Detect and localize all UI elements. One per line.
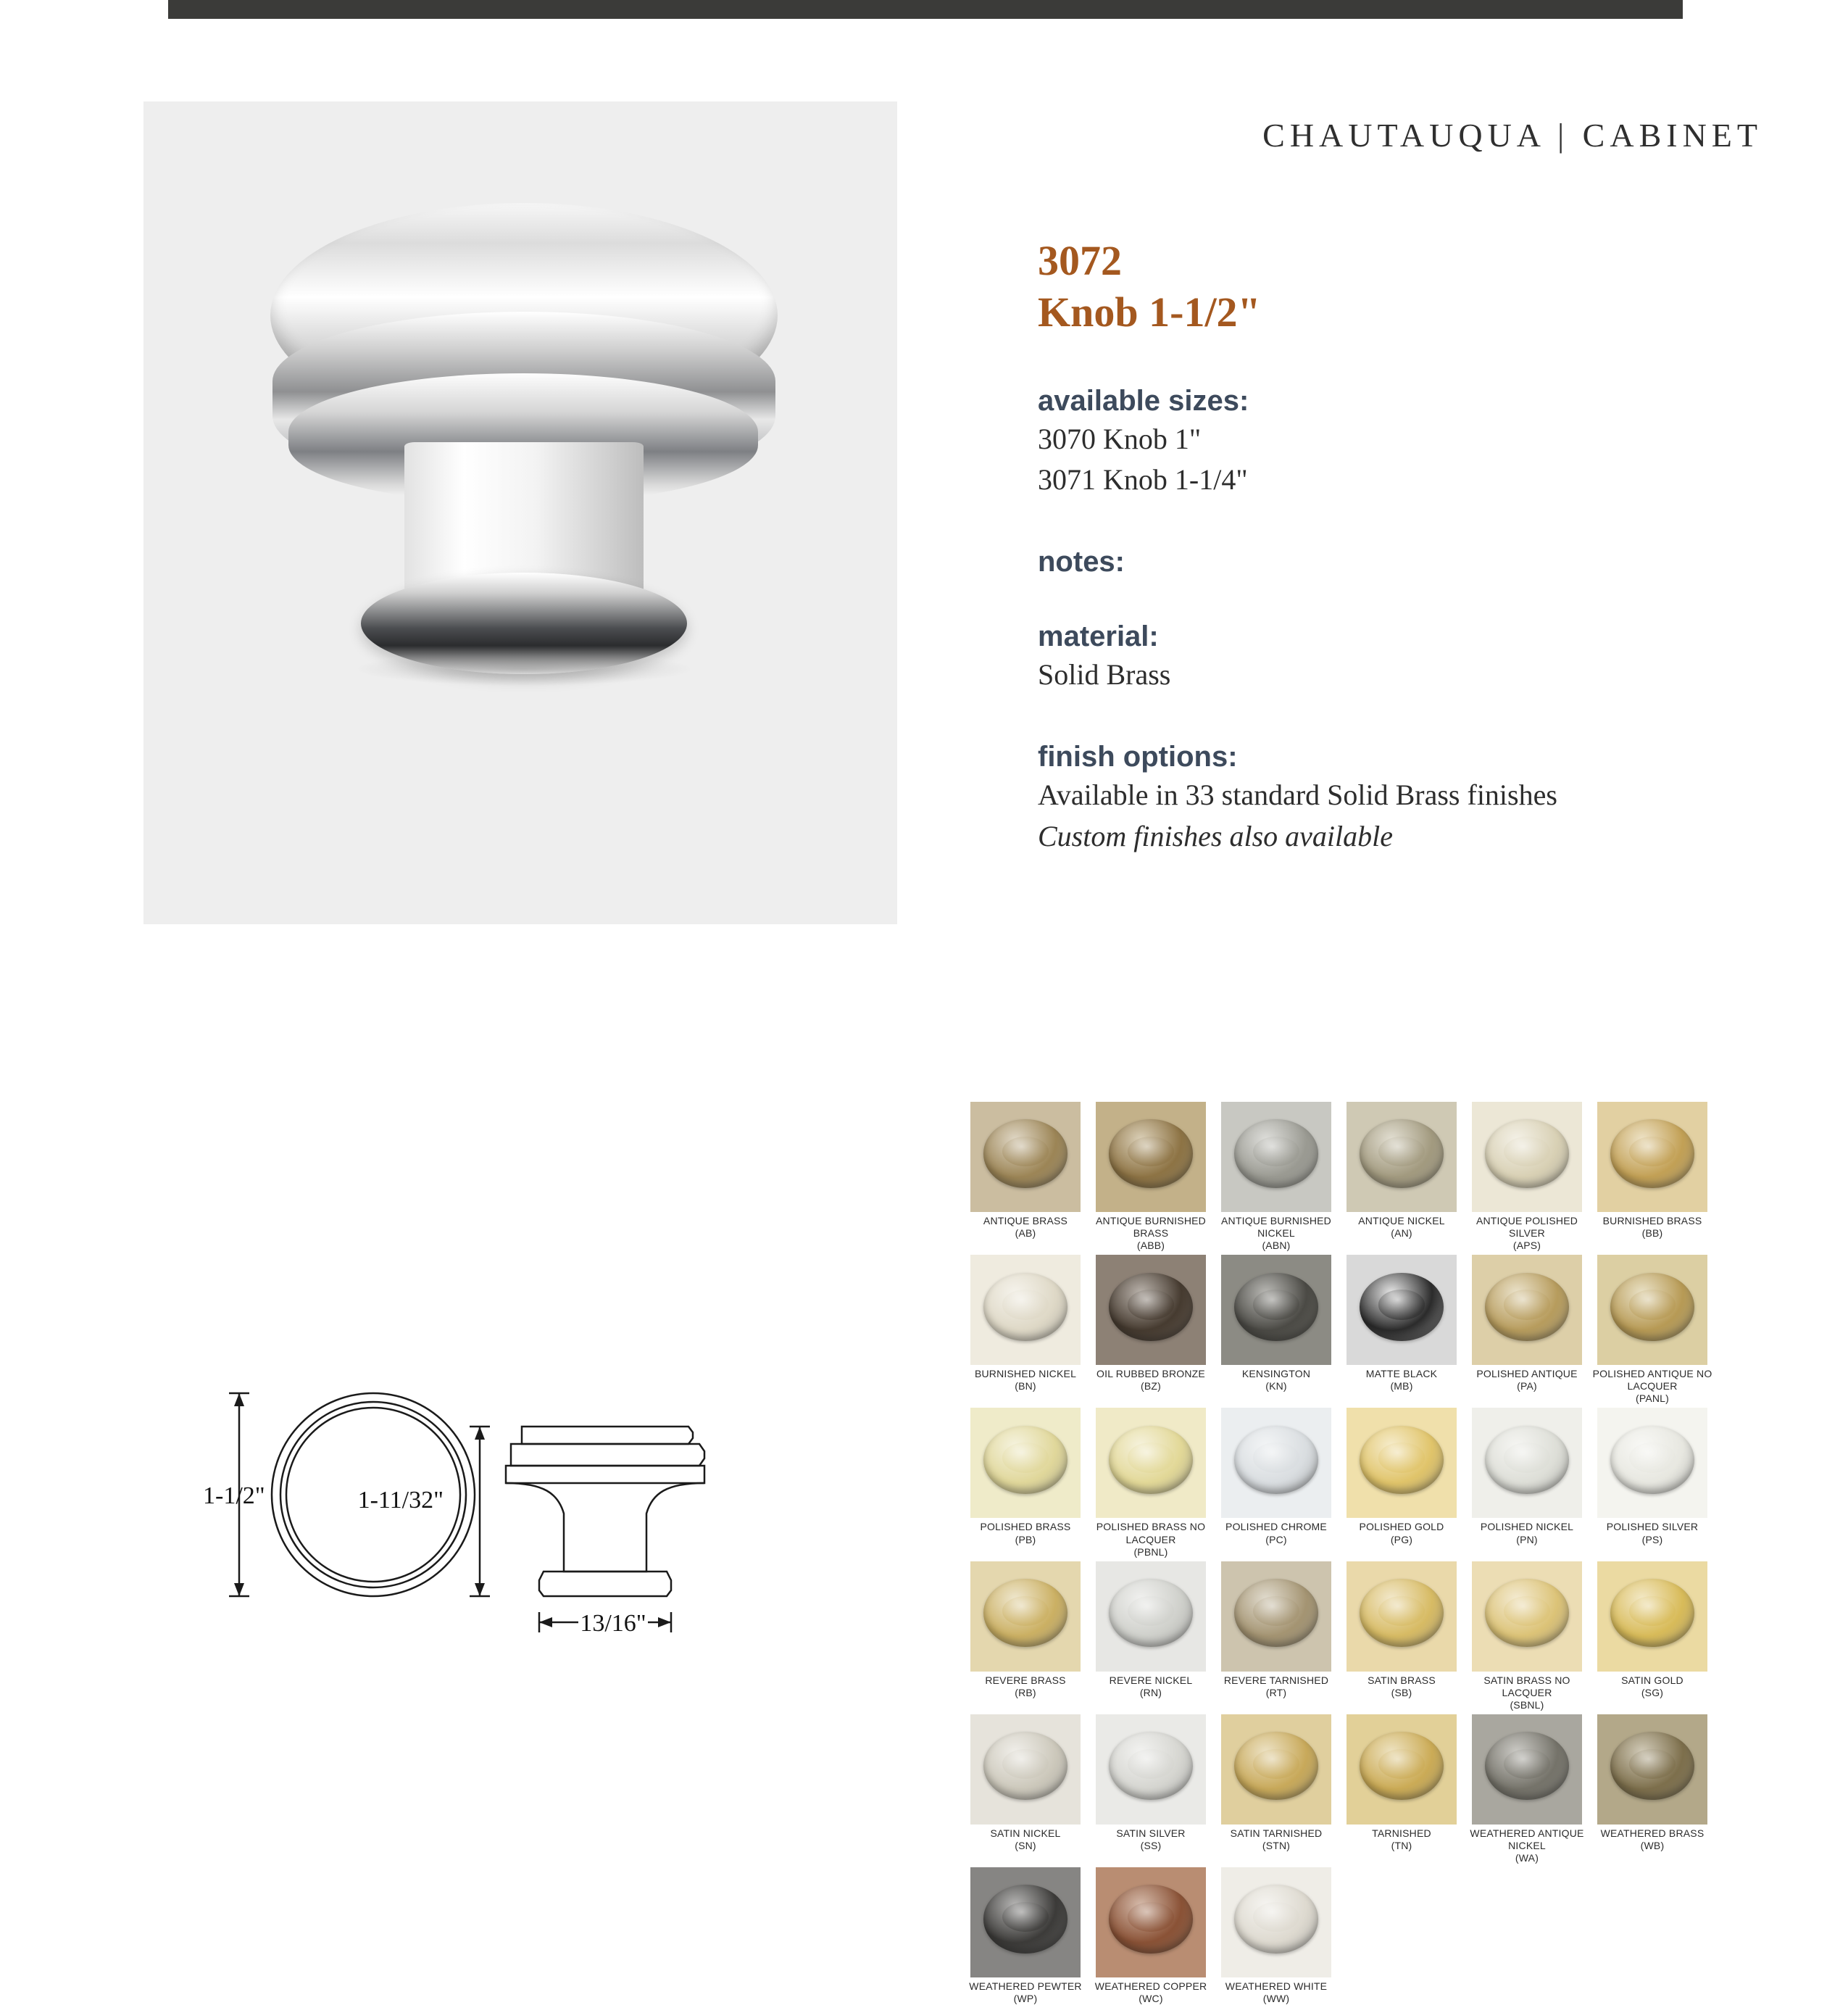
finish-code: (ABB) — [1136, 1240, 1165, 1252]
finish-swatch-image — [1597, 1255, 1707, 1365]
finish-name: WEATHERED BRASS — [1600, 1827, 1705, 1839]
finish-knob-inner-ring — [1128, 1290, 1175, 1319]
finish-knob-icon — [1234, 1885, 1318, 1953]
finish-knob-inner-ring — [1253, 1749, 1300, 1779]
finish-knob-icon — [983, 1885, 1067, 1953]
finish-knob-icon — [1610, 1732, 1694, 1800]
notes-label: notes: — [1038, 546, 1125, 578]
finish-swatch-image — [1221, 1867, 1331, 1977]
finish-swatch[interactable] — [1591, 1102, 1714, 1252]
height-dimension-label: 1-11/32" — [357, 1487, 444, 1514]
finish-swatch[interactable] — [1465, 1714, 1589, 1864]
finish-swatch[interactable] — [1215, 1255, 1338, 1405]
finish-name: TARNISHED — [1372, 1827, 1431, 1839]
finish-swatch[interactable] — [1465, 1102, 1589, 1252]
finish-knob-icon — [1109, 1579, 1193, 1647]
finish-swatch-caption — [1089, 1521, 1212, 1558]
finish-knob-inner-ring — [1002, 1596, 1049, 1626]
finish-knob-icon — [1234, 1579, 1318, 1647]
finish-knob-icon — [1109, 1119, 1193, 1187]
knob-illustration — [143, 101, 897, 924]
finish-code: (AB) — [1015, 1227, 1036, 1240]
finish-code: (SG) — [1641, 1686, 1664, 1698]
finish-swatch[interactable] — [1215, 1561, 1338, 1711]
finish-swatch-image — [1597, 1102, 1707, 1212]
finish-knob-inner-ring — [1629, 1290, 1676, 1319]
finish-knob-icon — [1360, 1732, 1444, 1800]
finish-name: POLISHED CHROME — [1225, 1521, 1327, 1533]
finish-code: (WA) — [1515, 1852, 1539, 1864]
finish-swatch-caption — [1465, 1827, 1589, 1864]
finish-knob-inner-ring — [1002, 1442, 1049, 1472]
finish-name: SATIN BRASS — [1368, 1674, 1436, 1686]
finish-name: BURNISHED NICKEL — [974, 1368, 1077, 1380]
finish-code: (WW) — [1262, 1993, 1290, 2005]
finish-knob-icon — [1485, 1426, 1569, 1494]
finish-knob-inner-ring — [1253, 1442, 1300, 1472]
finish-name: WEATHERED WHITE — [1225, 1980, 1328, 1993]
finish-swatch-image — [970, 1561, 1081, 1672]
finish-swatch-caption — [964, 1521, 1087, 1545]
finish-swatch-caption — [1215, 1674, 1338, 1699]
material-label: material: — [1038, 620, 1159, 653]
finish-name: POLISHED BRASS NO LACQUER — [1096, 1521, 1206, 1545]
finish-name: BURNISHED BRASS — [1602, 1215, 1702, 1226]
finish-code: (PA) — [1517, 1380, 1537, 1392]
finish-swatch[interactable] — [1465, 1255, 1589, 1405]
finish-swatch-image — [1472, 1714, 1582, 1825]
finish-swatch-image — [1096, 1867, 1206, 1977]
finish-knob-icon — [983, 1579, 1067, 1647]
finish-knob-icon — [1610, 1579, 1694, 1647]
finish-swatch-image — [1347, 1255, 1457, 1365]
finish-swatch[interactable] — [1215, 1408, 1338, 1558]
finish-code: (RT) — [1265, 1686, 1287, 1698]
finish-code: (SN) — [1015, 1840, 1036, 1852]
finish-knob-inner-ring — [1378, 1290, 1425, 1319]
finish-name: REVERE NICKEL — [1109, 1674, 1193, 1686]
finish-swatch-caption — [1340, 1368, 1463, 1392]
finish-knob-inner-ring — [1253, 1290, 1300, 1319]
finish-options-label: finish options: — [1038, 740, 1238, 773]
finish-swatch-image — [1347, 1408, 1457, 1518]
finish-swatch-image — [1221, 1255, 1331, 1365]
finish-name: OIL RUBBED BRONZE — [1096, 1368, 1205, 1380]
finish-swatch[interactable] — [964, 1102, 1087, 1252]
finish-swatch[interactable] — [1591, 1561, 1714, 1711]
finish-name: SATIN GOLD — [1621, 1674, 1683, 1686]
finish-code: (RN) — [1139, 1686, 1162, 1698]
finish-swatch[interactable] — [1340, 1561, 1463, 1711]
finish-knob-inner-ring — [1253, 1137, 1300, 1166]
finish-code: (APS) — [1512, 1240, 1541, 1252]
finish-swatch-caption — [1465, 1521, 1589, 1545]
finish-code: (BB) — [1641, 1227, 1663, 1240]
finish-swatch[interactable] — [1591, 1255, 1714, 1405]
finish-knob-inner-ring — [1253, 1902, 1300, 1932]
finish-name: SATIN SILVER — [1116, 1827, 1186, 1839]
finish-swatch-caption — [1465, 1368, 1589, 1392]
finish-knob-icon — [1610, 1273, 1694, 1341]
finish-swatch-image — [970, 1255, 1081, 1365]
finish-swatch[interactable] — [1215, 1867, 1338, 2005]
finish-knob-inner-ring — [1629, 1137, 1676, 1166]
finish-swatch-caption — [1215, 1368, 1338, 1392]
finish-knob-icon — [1360, 1579, 1444, 1647]
finish-knob-inner-ring — [1002, 1902, 1049, 1932]
finish-code: (WP) — [1013, 1993, 1038, 2005]
available-size-2: 3071 Knob 1-1/4" — [1038, 463, 1248, 497]
model-number: 3072 — [1038, 237, 1122, 284]
finish-name: POLISHED ANTIQUE — [1476, 1368, 1578, 1380]
knob-shadow — [354, 652, 694, 686]
finish-knob-inner-ring — [1629, 1442, 1676, 1472]
available-size-1: 3070 Knob 1" — [1038, 422, 1202, 455]
finish-knob-icon — [983, 1273, 1067, 1341]
finish-code: (PS) — [1641, 1533, 1663, 1545]
finish-knob-inner-ring — [1253, 1596, 1300, 1626]
finish-swatch[interactable] — [1465, 1408, 1589, 1558]
finish-knob-icon — [1109, 1273, 1193, 1341]
finish-swatch-image — [1096, 1408, 1206, 1518]
finish-code: (BN) — [1015, 1380, 1036, 1392]
page-top-bar — [168, 0, 1683, 19]
finish-code: (PB) — [1015, 1533, 1036, 1545]
finish-swatch-caption — [1465, 1215, 1589, 1252]
finish-swatch-caption — [964, 1980, 1087, 2005]
finish-swatch-caption — [964, 1674, 1087, 1699]
finish-options-value: Available in 33 standard Solid Brass finishes — [1038, 778, 1557, 811]
finish-swatch-image — [1472, 1561, 1582, 1672]
base-dimension-label: 13/16" — [580, 1610, 646, 1637]
finish-knob-icon — [1360, 1426, 1444, 1494]
finish-name: MATTE BLACK — [1365, 1368, 1438, 1380]
finish-knob-icon — [1610, 1426, 1694, 1494]
finish-name: SATIN TARNISHED — [1230, 1827, 1323, 1839]
available-sizes-label: available sizes: — [1038, 384, 1249, 417]
finish-code: (STN) — [1262, 1840, 1291, 1852]
finish-knob-icon — [1109, 1732, 1193, 1800]
finish-swatch-caption — [1340, 1521, 1463, 1545]
finish-swatch-image — [1472, 1102, 1582, 1212]
finish-code: (WC) — [1139, 1993, 1163, 2005]
finish-swatch[interactable] — [964, 1714, 1087, 1864]
finish-swatch-caption — [1089, 1674, 1212, 1699]
finish-knob-inner-ring — [1002, 1290, 1049, 1319]
finish-code: (SBNL) — [1510, 1698, 1544, 1711]
technical-drawing — [181, 1341, 978, 1645]
finish-swatch-image — [1096, 1561, 1206, 1672]
finish-swatch-image — [970, 1102, 1081, 1212]
product-spec-panel — [1038, 116, 1770, 855]
finish-swatch-caption — [1591, 1674, 1714, 1699]
finish-knob-icon — [1610, 1119, 1694, 1187]
finish-swatch[interactable] — [1089, 1408, 1212, 1558]
finish-knob-inner-ring — [1002, 1137, 1049, 1166]
finish-code: (PG) — [1390, 1533, 1413, 1545]
finish-knob-inner-ring — [1128, 1137, 1175, 1166]
finish-knob-inner-ring — [1002, 1749, 1049, 1779]
finish-swatch[interactable] — [1089, 1867, 1212, 2005]
diameter-dimension-label: 1-1/2" — [203, 1482, 265, 1509]
finish-name: SATIN BRASS NO LACQUER — [1483, 1674, 1570, 1698]
finish-swatch-caption — [1089, 1215, 1212, 1252]
finish-name: SATIN NICKEL — [990, 1827, 1061, 1839]
finish-swatch[interactable] — [964, 1561, 1087, 1711]
material-value: Solid Brass — [1038, 658, 1171, 692]
finish-name: POLISHED ANTIQUE NO LACQUER — [1592, 1368, 1712, 1392]
finish-knob-inner-ring — [1504, 1442, 1551, 1472]
finish-name: REVERE TARNISHED — [1223, 1674, 1329, 1686]
finish-knob-icon — [1234, 1273, 1318, 1341]
finish-swatch-caption — [1591, 1215, 1714, 1240]
finish-knob-inner-ring — [1504, 1596, 1551, 1626]
finish-knob-inner-ring — [1378, 1137, 1425, 1166]
finish-code: (AN) — [1391, 1227, 1412, 1240]
finish-knob-inner-ring — [1128, 1749, 1175, 1779]
finish-swatch-image — [1347, 1102, 1457, 1212]
finish-swatch-image — [1347, 1561, 1457, 1672]
finish-name: WEATHERED ANTIQUE NICKEL — [1470, 1827, 1584, 1852]
finish-code: (SS) — [1140, 1840, 1162, 1852]
finish-knob-inner-ring — [1629, 1596, 1676, 1626]
finish-swatch[interactable] — [964, 1408, 1087, 1558]
finish-knob-icon — [1360, 1119, 1444, 1187]
finish-knob-icon — [1109, 1426, 1193, 1494]
finish-name: KENSINGTON — [1241, 1368, 1311, 1380]
finish-knob-icon — [1234, 1732, 1318, 1800]
finish-swatch-caption — [1089, 1368, 1212, 1392]
finish-swatch-image — [1597, 1714, 1707, 1825]
finish-swatch-caption — [1591, 1521, 1714, 1545]
finish-name: ANTIQUE BURNISHED NICKEL — [1221, 1215, 1331, 1240]
finish-swatch-image — [1221, 1102, 1331, 1212]
finish-code: (PANL) — [1635, 1392, 1670, 1405]
finish-knob-icon — [1360, 1273, 1444, 1341]
finish-swatch-image — [1221, 1561, 1331, 1672]
finish-knob-inner-ring — [1504, 1749, 1551, 1779]
finish-code: (WB) — [1640, 1840, 1665, 1852]
model-name: Knob 1-1/2" — [1038, 288, 1261, 336]
finish-code: (PBNL) — [1133, 1545, 1168, 1558]
finish-name: ANTIQUE BURNISHED BRASS — [1096, 1215, 1206, 1240]
finish-name: ANTIQUE BRASS — [983, 1215, 1068, 1226]
finish-knob-inner-ring — [1378, 1749, 1425, 1779]
finish-swatch[interactable] — [964, 1867, 1087, 2005]
finish-swatch-image — [1221, 1408, 1331, 1518]
finish-swatch[interactable] — [1340, 1255, 1463, 1405]
finish-swatch[interactable] — [964, 1255, 1087, 1405]
finish-knob-icon — [983, 1732, 1067, 1800]
finish-swatch[interactable] — [1591, 1408, 1714, 1558]
finish-knob-inner-ring — [1378, 1596, 1425, 1626]
finish-swatch-grid — [964, 1102, 1718, 2005]
finish-swatch-image — [970, 1867, 1081, 1977]
finish-swatch-caption — [1215, 1215, 1338, 1252]
finish-swatch-image — [1472, 1408, 1582, 1518]
finish-swatch-image — [1096, 1714, 1206, 1825]
finish-name: ANTIQUE POLISHED SILVER — [1476, 1215, 1578, 1240]
finish-swatch-image — [1597, 1561, 1707, 1672]
finish-knob-icon — [1234, 1119, 1318, 1187]
finish-knob-icon — [1485, 1119, 1569, 1187]
finish-knob-inner-ring — [1378, 1442, 1425, 1472]
finish-name: POLISHED GOLD — [1359, 1521, 1444, 1533]
finish-knob-icon — [1234, 1426, 1318, 1494]
finish-code: (KN) — [1265, 1380, 1287, 1392]
finish-swatch[interactable] — [1215, 1714, 1338, 1864]
finish-swatch-caption — [1340, 1215, 1463, 1240]
finish-name: ANTIQUE NICKEL — [1358, 1215, 1445, 1226]
finish-name: POLISHED NICKEL — [1480, 1521, 1574, 1533]
finish-knob-icon — [1109, 1885, 1193, 1953]
finish-swatch-caption — [1215, 1521, 1338, 1545]
finish-knob-inner-ring — [1504, 1137, 1551, 1166]
finish-swatch[interactable] — [1465, 1561, 1589, 1711]
finish-knob-icon — [983, 1119, 1067, 1187]
finish-code: (SB) — [1391, 1686, 1412, 1698]
finish-knob-icon — [1485, 1273, 1569, 1341]
finish-name: WEATHERED PEWTER — [969, 1980, 1082, 1993]
finish-swatch-caption — [1465, 1674, 1589, 1711]
finish-knob-inner-ring — [1504, 1290, 1551, 1319]
finish-code: (TN) — [1391, 1840, 1412, 1852]
finish-knob-inner-ring — [1128, 1596, 1175, 1626]
product-photo — [143, 101, 897, 924]
finish-code: (MB) — [1390, 1380, 1413, 1392]
finish-swatch-caption — [964, 1368, 1087, 1392]
finish-swatch[interactable] — [1340, 1408, 1463, 1558]
finish-swatch-image — [1096, 1255, 1206, 1365]
finish-swatch-caption — [1340, 1674, 1463, 1699]
finish-options-note: Custom finishes also available — [1038, 819, 1393, 852]
finish-code: (BZ) — [1140, 1380, 1161, 1392]
finish-swatch[interactable] — [1089, 1561, 1212, 1711]
finish-swatch-image — [1347, 1714, 1457, 1825]
finish-swatch[interactable] — [1340, 1714, 1463, 1864]
finish-swatch[interactable] — [1089, 1102, 1212, 1252]
finish-knob-icon — [983, 1426, 1067, 1494]
finish-swatch[interactable] — [1089, 1714, 1212, 1864]
collection-title: CHAUTAUQUA | CABINET — [1262, 117, 1762, 154]
finish-swatch-image — [1096, 1102, 1206, 1212]
finish-knob-inner-ring — [1629, 1749, 1676, 1779]
finish-swatch-image — [1597, 1408, 1707, 1518]
finish-name: WEATHERED COPPER — [1094, 1980, 1207, 1993]
finish-swatch-image — [970, 1714, 1081, 1825]
finish-swatch[interactable] — [1340, 1102, 1463, 1252]
finish-swatch-image — [1472, 1255, 1582, 1365]
finish-knob-icon — [1485, 1732, 1569, 1800]
finish-name: POLISHED SILVER — [1606, 1521, 1699, 1533]
finish-knob-inner-ring — [1128, 1442, 1175, 1472]
finish-name: POLISHED BRASS — [980, 1521, 1071, 1533]
finish-swatch-caption — [1591, 1368, 1714, 1405]
finish-swatch[interactable] — [1089, 1255, 1212, 1405]
finish-swatch-caption — [1215, 1980, 1338, 2005]
finish-swatch-image — [970, 1408, 1081, 1518]
finish-swatch[interactable] — [1215, 1102, 1338, 1252]
finish-swatch-image — [1221, 1714, 1331, 1825]
finish-code: (PC) — [1265, 1533, 1287, 1545]
finish-code: (PN) — [1516, 1533, 1538, 1545]
finish-name: REVERE BRASS — [985, 1674, 1066, 1686]
finish-swatch-caption — [964, 1215, 1087, 1240]
finish-code: (RB) — [1015, 1686, 1036, 1698]
finish-swatch[interactable] — [1591, 1714, 1714, 1864]
finish-code: (ABN) — [1262, 1240, 1291, 1252]
finish-knob-inner-ring — [1128, 1902, 1175, 1932]
finish-knob-icon — [1485, 1579, 1569, 1647]
finish-swatch-caption — [1089, 1980, 1212, 2005]
